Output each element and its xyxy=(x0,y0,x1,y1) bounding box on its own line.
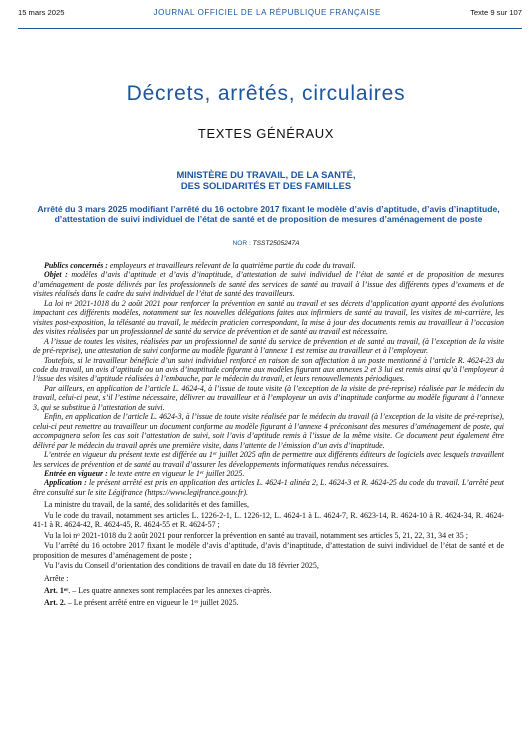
entry-label: Entrée en vigueur : xyxy=(44,468,108,478)
visa-code-travail: Vu le code du travail, notamment ses articles L. 1226-2-1, L. 1226-12, L. 4624-1 à L. 4624-7, R. 4623-14, R. 4624-10 à R. 4624-34, R. 4624-41-1 à R. 4624-42, R. 4624-45, R. 4624-55 et R. 4624-57 ; xyxy=(33,510,504,530)
notice-loi: La loi $n^o$ 2021-1018 du 2 août 2021 pour renforcer la prévention en santé au travail et ses décrets d’application ayant apporté des évolutions impactant ces différents modèles, notamment sur les nouvelles délégations faites aux infirmiers de santé au travail, les visites de mi-carrière, les visites post-exposition, la télésanté au travail, le médecin praticien correspondant, la mise à jour des documents remis au travailleur à l’occasion des visites réalisées par un professionnel de santé du service de prévention et de santé au travail est nécessaire. xyxy=(33,298,504,337)
object-paragraph: Objet : modèles d’avis d’aptitude et d’avis d’inaptitude, d’attestation de suivi individuel de l’état de santé et de proposition de mesures d’aménagement de poste délivrés par les professionnels de santé des services de santé au travail à l’issue des différents types d’examens et de visites réalisés dans le cadre du suivi individuel de l’état de santé des travailleurs. xyxy=(33,270,505,299)
nor-label: NOR : xyxy=(232,240,251,247)
nor-code: TSST2505247A xyxy=(252,240,300,247)
visa-avis: Vu l’avis du Conseil d’orientation des conditions de travail en date du 18 février 2025, xyxy=(44,561,319,571)
publics-concerned: Publics concernés : employeurs et travailleurs relevant de la quatrième partie du code du travail. xyxy=(44,261,356,270)
notice-toutefois: Toutefois, si le travailleur bénéficie d’un suivi individuel renforcé en raison de son affectation à un poste mentionné à l’article R. 4624-23 du code du travail, un avis d’aptitude ou un avis d’inaptitude conforme aux modèles figurant aux annexes 2 et 3 lui est remis ainsi qu’à l’employeur à l’issue des visites d’aptitude réalisées à l’embauche, par le médecin du travail, et leurs renouvellements périodiques. xyxy=(33,355,504,384)
notice-ailleurs: Par ailleurs, en application de l’article L. 4624-4, à l’issue de toute visite (à l’exception de la visite de pré-reprise) réalisée par le médecin du travail, celui-ci peut, s’il l’estime nécessaire, délivrer au travailleur et à l’employeur un avis d’inaptitude conforme au modèle figurant à l’annexe 3, qui se substitue à l’attestation de suivi. xyxy=(33,383,504,412)
application-label: Application : xyxy=(44,478,87,488)
page-header xyxy=(18,8,522,29)
notice-enfin: Enfin, en application de l’article L. 4624-3, à l’issue de toute visite réalisée par le médecin du travail (à l’exception de la visite de pré-reprise), celui-ci peut remettre au travailleur un document conforme au modèle figurant à l’annexe 4 préconisant des mesures d’aménagement de poste, qui accompagnera selon les cas soit l’attestation de suivi, soit l’avis d’aptitude remis à l’issue de la même visite. Ce document peut également être délivré par le médecin du travail après une première visite, dans l’attente de l’émission d’un avis d’inaptitude. xyxy=(33,412,504,450)
ministry-line-1: MINISTÈRE DU TRAVAIL, DE LA SANTÉ, xyxy=(176,169,356,180)
notice-issue: A l’issue de toutes les visites, réalisées par un professionnel de santé du service de prévention et de santé au travail, (à l’exception de la visite de pré-reprise), une attestation de suivi conforme au modèle figurant à l’annexe 1 est remise au travailleur et à l’employeur. xyxy=(33,336,504,356)
object-label: Objet : xyxy=(44,270,68,280)
header-date: 15 mars 2025 xyxy=(18,8,65,17)
article-2: Art. 2. – Le présent arrêté entre en vigueur le 1er juillet 2025. xyxy=(44,598,239,608)
application-paragraph: Application : le présent arrêté est pris en application des articles L. 4624-1 alinéa 2, L. 4624-3 et R. 4624-25 du code du travail. L’arrêté peut être consulté sur le site Légifrance (https://www.legifrance.gouv.fr). xyxy=(33,478,505,497)
ministry-heading xyxy=(0,169,532,191)
visa-minister: La ministre du travail, de la santé, des solidarités et des familles, xyxy=(44,500,249,510)
publics-concerned-label: Publics concernés : xyxy=(44,261,108,270)
subsection-title: TEXTES GÉNÉRAUX xyxy=(197,126,335,141)
ministry-line-2: DES SOLIDARITÉS ET DES FAMILLES xyxy=(180,180,352,191)
visa-arrete: Vu l’arrêté du 16 octobre 2017 fixant le modèle d’avis d’aptitude, d’avis d’inaptitude, d’attestation de suivi individuel de l’état de santé et de proposition de mesures d’aménagement de poste ; xyxy=(33,541,504,560)
notice-entree: L’entrée en vigueur du présent texte est différée au 1er juillet 2025 afin de permettre aux différents éditeurs de logiciels avec lesquels travaillent les services de prévention et de santé au travail d’assurer les développements informatiques rendus nécessaires. xyxy=(33,450,504,469)
article-1: Art. 1er. – Les quatre annexes sont remplacées par les annexes ci-après. xyxy=(44,585,272,595)
visa-loi: Vu la loi $n^o$ 2021-1018 du 2 août 2021 pour renforcer la prévention en santé au travail, notamment ses articles 5, 21, 22, 31, 34 et 35 ; xyxy=(44,530,468,540)
header-journal-name: JOURNAL OFFICIEL DE LA RÉPUBLIQUE FRANÇAISE xyxy=(153,8,381,17)
entry-into-force: Entrée en vigueur : le texte entre en vigueur le 1er juillet 2025. xyxy=(44,468,245,478)
arrete-heading: Arrête : xyxy=(44,573,69,583)
decree-title: Arrêté du 3 mars 2025 modifiant l’arrêté du 16 octobre 2017 fixant le modèle d’avis d’aptitude, d’avis d’inaptitude, d’attestation de suivi individuel de l’état de santé et de proposition de mesures d’aménagement de poste xyxy=(37,204,500,224)
header-page-number: Texte 9 sur 107 xyxy=(470,8,522,17)
decree-body xyxy=(33,261,504,608)
section-title: Décrets, arrêtés, circulaires xyxy=(126,82,406,105)
nor-reference xyxy=(0,240,532,247)
